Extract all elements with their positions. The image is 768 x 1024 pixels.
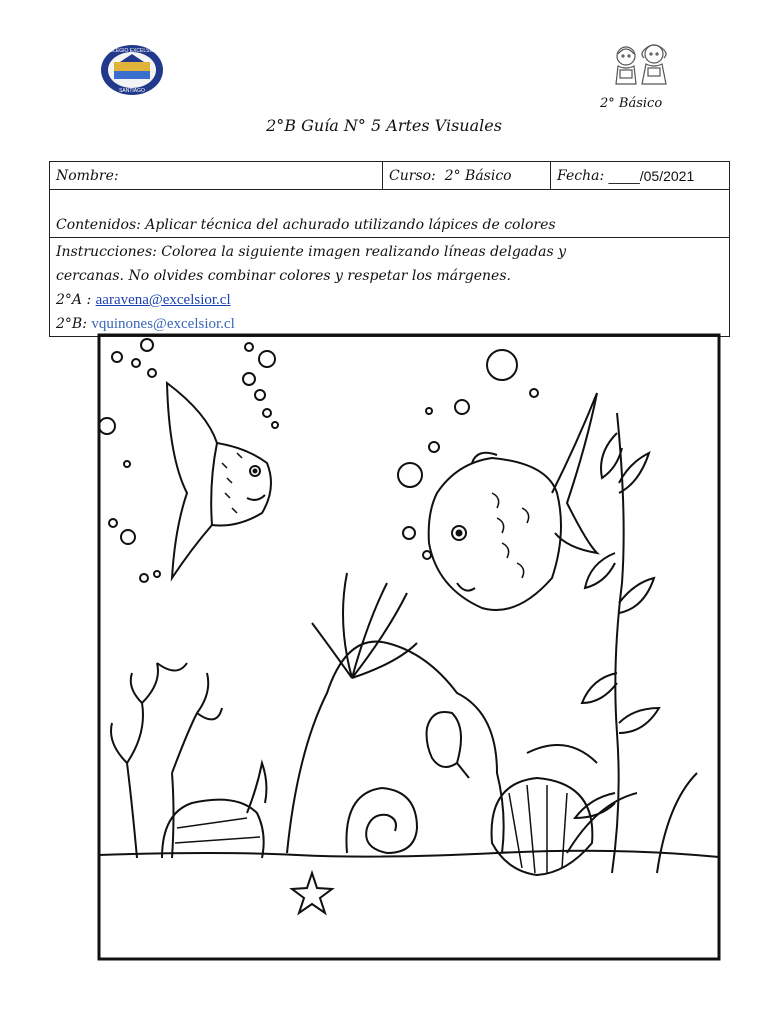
svg-text:COLEGIO EXCELSIOR: COLEGIO EXCELSIOR <box>105 48 159 54</box>
contenidos-row <box>50 190 729 238</box>
fecha-value: ____/05/2021 <box>608 167 695 184</box>
fecha-label: Fecha: <box>557 167 605 184</box>
school-logo-icon <box>100 44 164 96</box>
clam-shell-icon <box>492 778 593 875</box>
instrucciones-line-1: Instrucciones: Colorea la siguiente imagen realizando líneas delgadas y <box>56 244 566 260</box>
angelfish-icon <box>167 383 271 578</box>
drawing-frame <box>99 335 719 959</box>
underwater-coloring-drawing <box>97 333 721 961</box>
curso-cell <box>383 162 551 189</box>
class-a-label: 2°A : <box>56 292 92 308</box>
class-a-row <box>56 288 723 312</box>
snail-shell-icon <box>162 763 266 858</box>
seabed-line <box>99 851 719 857</box>
instrucciones-line-2: cercanas. No olvides combinar colores y respetar los márgenes. <box>56 268 511 284</box>
rock-icon <box>287 573 504 853</box>
svg-text:SANTIAGO: SANTIAGO <box>119 88 145 94</box>
kids-reading-icon <box>604 40 676 92</box>
contenidos-text: Contenidos: Aplicar técnica del achurado utilizando lápices de colores <box>56 217 556 233</box>
fish-icon <box>429 393 597 610</box>
instrucciones-row <box>50 238 729 336</box>
nombre-cell[interactable] <box>50 162 383 189</box>
curso-label: Curso: <box>389 167 436 184</box>
fecha-cell[interactable] <box>551 162 729 189</box>
small-shell-icon <box>427 712 469 778</box>
seaweed-icon <box>527 413 697 873</box>
curso-value: 2° Básico <box>444 167 512 184</box>
nombre-label: Nombre: <box>56 167 119 184</box>
spiral-shell-icon <box>346 788 417 853</box>
page-title: 2°B Guía N° 5 Artes Visuales <box>266 116 502 135</box>
starfish-icon <box>292 873 332 913</box>
class-a-email-link[interactable]: aaravena@excelsior.cl <box>95 292 231 308</box>
class-b-label: 2°B: <box>56 316 87 332</box>
info-table <box>49 161 730 337</box>
grade-label: 2° Básico <box>600 96 663 111</box>
header-row <box>50 162 729 190</box>
class-b-email-link[interactable]: vquinones@excelsior.cl <box>91 316 235 332</box>
